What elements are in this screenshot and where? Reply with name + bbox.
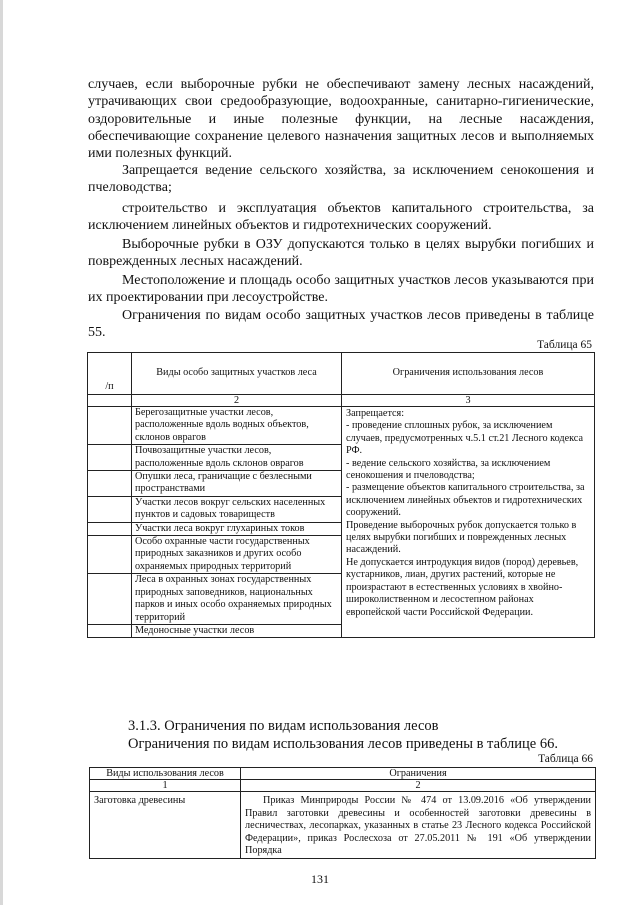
col-number: 2	[132, 395, 342, 407]
zone-type-cell: Опушки леса, граничащие с безлесными пространствами	[132, 471, 342, 497]
col-restrictions-header: Ограничения	[241, 768, 596, 780]
col-number: 1	[90, 780, 241, 792]
zone-type-cell: Участки леса вокруг глухариных токов	[132, 522, 342, 535]
use-type-cell: Заготовка древесины	[90, 792, 241, 859]
section-heading: 3.1.3. Ограничения по видам использования лесов	[128, 718, 439, 734]
page-number: 131	[311, 872, 329, 886]
paragraph-location-area: Местоположение и площадь особо защитных участков лесов указываются при их проектировании при лесоустройстве.	[88, 273, 594, 306]
col-number: 2	[241, 780, 596, 792]
table-row	[88, 407, 595, 445]
paragraph-selective-cutting: Выборочные рубки в ОЗУ допускаются только в целях вырубки погибших и поврежденных лесных насаждений.	[88, 237, 594, 270]
paragraph-continuation: случаев, если выборочные рубки не обеспечивают замену лесных насаждений, утрачивающих свои средообразующие, водоохранные, санитарно-гигиенические, оздоровительные и иные полезные функции, на лесные насаждения, обеспечивающие сохранение целевого назначения защитных лесов и выполняемых ими полезных функций.	[88, 77, 594, 162]
col-zone-type-header: Виды особо защитных участков леса	[132, 353, 342, 395]
zone-type-cell: Особо охранные части государственных природных заказников и других особо охраняемых природных территорий	[132, 536, 342, 574]
col-number-header: /п	[88, 353, 132, 395]
scan-page-edge	[0, 0, 3, 905]
col-number: 3	[342, 395, 595, 407]
zone-type-cell: Берегозащитные участки лесов, расположенные вдоль водных объектов, склонов оврагов	[132, 407, 342, 445]
table-row	[90, 792, 596, 859]
zone-type-cell: Медоносные участки лесов	[132, 624, 342, 637]
table-66-caption: Таблица 66	[538, 753, 593, 765]
table-column-numbers	[88, 395, 595, 407]
table-header-row	[88, 353, 595, 395]
table-65	[87, 352, 595, 638]
table-66	[89, 767, 596, 859]
zone-type-cell: Леса в охранных зонах государственных природных заповедников, национальных парков и иных особо охраняемых природных территорий	[132, 574, 342, 625]
table-65-caption: Таблица 65	[537, 339, 592, 351]
zone-type-cell: Участки лесов вокруг сельских населенных пунктов и садовых товариществ	[132, 496, 342, 522]
restrictions-cell: Приказ Минприроды России № 474 от 13.09.2016 «Об утверждении Правил заготовки древесины и особенностей заготовки древесины в лесничествах, лесопарках, указанных в статье 23 Лесного кодекса Российской Федерации», приказ Рослесхоза от 27.05.2011 № 191 «Об утверждении Порядка	[241, 792, 596, 859]
restrictions-cell: Запрещается: - проведение сплошных рубок, за исключением случаев, предусмотренных ч.5.1 ст.21 Лесного кодекса РФ. - ведение сельского хозяйства, за исключением сенокошения и пчеловодства; - размещение объектов капитального строительства, за исключением линейных объектов и гидротехнических сооружений. Проведение выборочных рубок допускается только в целях вырубки погибших и поврежденных лесных насаждений. Не допускается интродукция видов (пород) деревьев, кустарников, лиан, других растений, которые не произрастают в естественных условиях в хвойно-широколиственном и лесостепном районах европейской части Российской Федерации.	[342, 407, 595, 638]
table-header-row	[90, 768, 596, 780]
paragraph-construction: строительство и эксплуатация объектов капитального строительства, за исключением линейных объектов и гидротехнических сооружений.	[88, 201, 594, 234]
col-use-type-header: Виды использования лесов	[90, 768, 241, 780]
zone-type-cell: Почвозащитные участки лесов, расположенные вдоль склонов оврагов	[132, 445, 342, 471]
paragraph-table-reference: Ограничения по видам особо защитных участков лесов приведены в таблице 55.	[88, 308, 594, 341]
table-column-numbers	[90, 780, 596, 792]
col-restrictions-header: Ограничения использования лесов	[342, 353, 595, 395]
paragraph-agriculture-ban: Запрещается ведение сельского хозяйства, за исключением сенокошения и пчеловодства;	[88, 163, 594, 196]
section-intro: Ограничения по видам использования лесов приведены в таблице 66.	[128, 736, 558, 752]
